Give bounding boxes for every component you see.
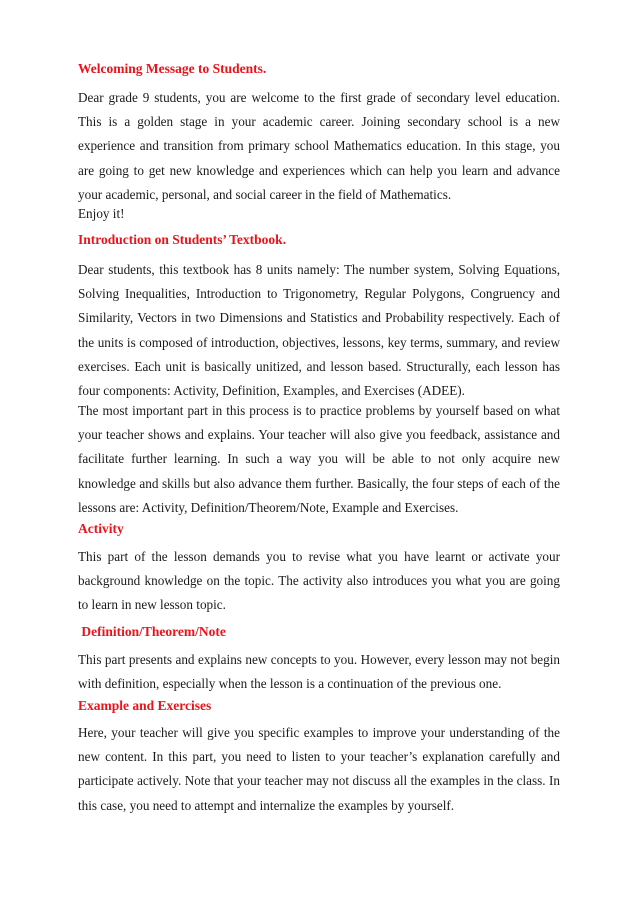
paragraph-enjoy: Enjoy it! xyxy=(78,206,125,221)
heading-definition-theorem-note: Definition/Theorem/Note xyxy=(78,624,226,639)
paragraph-definition: This part presents and explains new concepts to you. However, every lesson may not begin with definition, especially when the lesson is a continuation of the previous one. xyxy=(78,652,560,692)
heading-welcoming-message: Welcoming Message to Students. xyxy=(78,61,267,76)
paragraph-introduction-practice: The most important part in this process is to practice problems by yourself based on what your teacher shows and explains. Your teacher will also give you feedback, assistance and facilitate further learning. In such a way you will be able to not only acquire new knowledge and skills but also advance them further. Basically, the four steps of each of the lessons are: Activity, Definition/Theorem/Note, Example and Exercises. xyxy=(78,403,560,515)
paragraph-welcome: Dear grade 9 students, you are welcome to the first grade of secondary level education. This is a golden stage in your academic career. Joining secondary school is a new experience and transition from primary school Mathematics education. In this stage, you are going to get new knowledge and experiences which can help you learn and advance your academic, personal, and social career in the field of Mathematics. xyxy=(78,90,560,202)
paragraph-introduction-units: Dear students, this textbook has 8 units namely: The number system, Solving Equations, Solving Inequalities, Introduction to Trigonometry, Regular Polygons, Congruency and Similarity, Vectors in two Dimensions and Statistics and Probability respectively. Each of the units is composed of introduction, objectives, lessons, key terms, summary, and review exercises. Each unit is basically unitized, and lesson based. Structurally, each lesson has four components: Activity, Definition, Examples, and Exercises (ADEE). xyxy=(78,262,560,399)
heading-example-and-exercises: Example and Exercises xyxy=(78,698,212,713)
heading-activity: Activity xyxy=(78,521,124,536)
heading-introduction: Introduction on Students’ Textbook. xyxy=(78,232,287,247)
paragraph-examples: Here, your teacher will give you specific examples to improve your understanding of the new content. In this part, you need to listen to your teacher’s explanation carefully and participate actively. Note that your teacher may not discuss all the examples in the class. In this case, you need to attempt and internalize the examples by yourself. xyxy=(78,725,560,813)
paragraph-activity: This part of the lesson demands you to revise what you have learnt or activate your background knowledge on the topic. The activity also introduces you what you are going to learn in new lesson topic. xyxy=(78,549,560,613)
